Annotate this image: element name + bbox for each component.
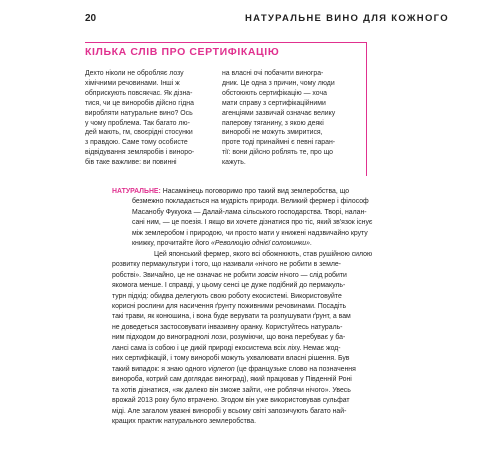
text-line: ним підходом до винограднолі лози, розуміючи, що вона перебуває у ба- (112, 334, 346, 342)
text-line: лансі сама із собою і це дикій природі екосистема всіх ліху. Немає жод- (112, 344, 341, 352)
emphasis: vigneron (208, 365, 235, 373)
text-line (112, 271, 384, 281)
certification-sidebar (85, 42, 367, 176)
text-line: врожай 2013 року було втрачено. Згодом він уже використовував сульфат (112, 397, 350, 405)
text-line: турн підхід: обидва делегують свою роботу екосистемі. Використовуйте (112, 292, 342, 300)
sidebar-line: мати справу з сертифікаційними (222, 99, 326, 107)
sidebar-line: паперову тяганину, з якою деякі (222, 119, 324, 127)
text-line: якомога менше. І справді, у цьому сенсі це дуже подібний до пермакуль- (112, 282, 346, 290)
sidebar-line: кажуть. (222, 159, 246, 167)
paragraph-natural (112, 187, 384, 250)
text-line (112, 239, 384, 249)
text-line: міді. Але загалом уважні виноробі у всьому світі запозичують багато най- (112, 407, 347, 415)
sidebar-line: з правдою. Саме тому особисте (85, 139, 188, 147)
sidebar-line: дей мають, гм, своєрідні стосунки (85, 129, 193, 137)
page-number: 20 (85, 13, 97, 24)
main-text (112, 187, 384, 427)
text-fragment: книжку, прочитайте його (132, 240, 210, 248)
book-title: «Революцію однієї соломинки» (211, 240, 310, 248)
text-line: безмежно покладається на мудрість природи. Великий фермер і філософ (132, 198, 369, 206)
sidebar-heading: КІЛЬКА СЛІВ ПРО СЕРТИФІКАЦІЮ (85, 46, 280, 58)
sidebar-line: виноробі не можуть змиритися, (222, 129, 323, 137)
sidebar-line: хімічними речовинами. Інші ж (85, 79, 180, 87)
text-line: корисні рослини для насичення ґрунту поживними речовинами. Посадіть (112, 302, 347, 310)
text-line: розвитку пермакультури і того, що називали «нічого не робити в земле- (112, 261, 341, 269)
running-title: НАТУРАЛЬНЕ ВИНО ДЛЯ КОЖНОГО (245, 13, 449, 24)
text-fragment: такий випадок: я знаю одного (112, 365, 207, 373)
sidebar-line: обприскують повсякчас. Як дізна- (85, 89, 193, 97)
sidebar-column-left (85, 69, 210, 168)
text-line: такі трави, як конюшина, і вона буде верувати та розпушувати ґрунт, а вам (112, 313, 351, 321)
sidebar-line: обстоюють сертифікацію — хоча (222, 89, 327, 97)
sidebar-line: тися, чи це виноробів дійсно гідна (85, 99, 194, 107)
text-fragment: нічого — слід робити (277, 271, 347, 279)
text-line: Масанобу Фукуока — Далай-лама сільського господарства. Творі, налан- (132, 208, 367, 216)
text-line: та хотів дізнатися, «як далеко він зможе зайти, «не роблячи нічого». Увесь (112, 386, 351, 394)
sidebar-line: дник. Це одна з причин, чому люди (222, 79, 335, 87)
sidebar-line: проте тоді принаймні є певні гаран- (222, 139, 336, 147)
paragraph-fukuoka (112, 250, 384, 428)
sidebar-line: бів таке важливе: ви повинні (85, 159, 177, 167)
sidebar-line: тії: вони дійсно роблять те, про що (222, 149, 333, 157)
text-fragment: робстві». Звичайно, це не означає не робити (112, 271, 258, 279)
text-line: не доведеться застосовувати інвазивну оранку. Користуйтесь натураль- (112, 323, 343, 331)
emphasis: зовсім (257, 271, 278, 279)
text-line: винороба, котрий сам доглядає виноград), який працював у Південній Роні (112, 376, 352, 384)
text-fragment: . (309, 240, 312, 248)
sidebar-line: виробляти натуральне вино? Ось (85, 109, 193, 117)
section-lead: НАТУРАЛЬНЕ: (112, 188, 161, 195)
text-line (112, 187, 384, 197)
sidebar-line: відвідування земляробів і виноро- (85, 149, 195, 157)
text-fragment: (це французьке слово на позначення (234, 365, 356, 373)
sidebar-line: у чому проблема. Так багато лю- (85, 119, 190, 127)
sidebar-line: на власні очі побачити виногра- (222, 70, 324, 77)
text-line: сані ним, — це поезія. І якщо ви хочете дізнатися про тіс, який зв'язок існує (132, 219, 373, 227)
text-line (112, 365, 384, 375)
sidebar-line: агенціями зазвичай означає велику (222, 109, 336, 117)
sidebar-line: Дехто ніколи не обробляє лозу (85, 70, 184, 77)
text-line: Цей японський фермер, якого всі обожнюють, став рушійною силою (154, 250, 373, 258)
sidebar-column-right (222, 69, 347, 168)
sidebar-columns (85, 69, 347, 168)
text-line: них сертифікацій, і тому виноробі можуть ухвалювати власні рішення. Був (112, 355, 350, 363)
text-fragment: Насамкінець поговоримо про такий вид землеробства, що (160, 188, 350, 195)
text-line: між землеробом і природою, чи просто мати у книжені надзвичайно круту (132, 229, 368, 237)
text-line: кращих практик натурального землеробства. (112, 417, 257, 425)
